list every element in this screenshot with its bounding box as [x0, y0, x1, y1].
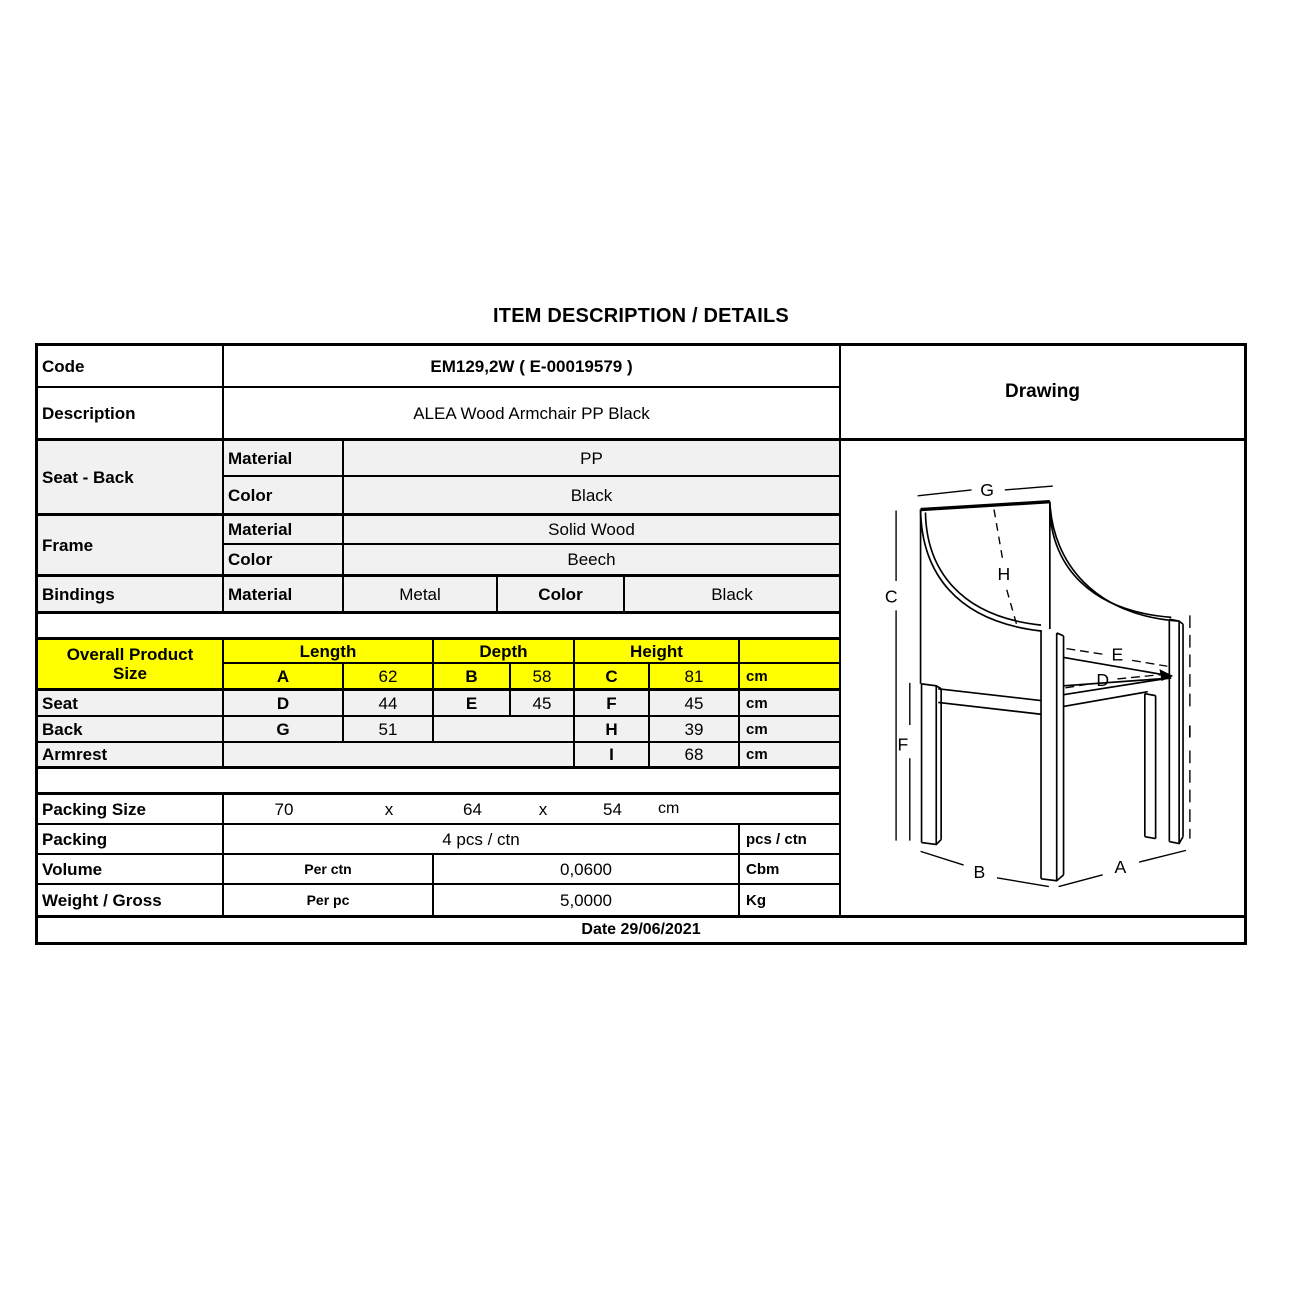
back-length-key: G	[224, 717, 344, 741]
dim-label-h: H	[997, 564, 1011, 585]
height-header: Height	[575, 640, 740, 664]
weight-row	[38, 885, 839, 915]
frame-material-value: Solid Wood	[344, 516, 839, 545]
drawing-header: Drawing	[841, 346, 1244, 441]
dim-label-g: G	[980, 479, 995, 500]
packing-size-sep1: x	[384, 799, 394, 819]
chair-front-right-post	[1169, 619, 1183, 843]
overall-product-line2: Size	[112, 664, 148, 683]
description-label: Description	[38, 388, 224, 438]
frame-material-key: Material	[224, 516, 344, 545]
back-size-row	[38, 717, 839, 743]
seat-back-section	[38, 441, 839, 516]
overall-length-key: A	[224, 664, 344, 688]
spec-table-body	[38, 346, 1244, 915]
chair-right-armrest-outer	[1050, 502, 1179, 621]
dim-label-c: C	[884, 586, 898, 607]
overall-product-size-label	[38, 640, 224, 688]
frame-label: Frame	[38, 516, 224, 574]
seat-length-key: D	[224, 691, 344, 715]
length-header: Length	[224, 640, 434, 664]
seat-label: Seat	[38, 691, 224, 715]
chair-left-armrest-outer	[921, 510, 1041, 631]
chair-drawing	[841, 441, 1244, 915]
spec-columns	[38, 346, 841, 915]
seat-back-material-value: PP	[344, 441, 839, 477]
seat-unit: cm	[740, 691, 839, 715]
depth-header: Depth	[434, 640, 575, 664]
armrest-unit: cm	[740, 743, 839, 766]
back-unit: cm	[740, 717, 839, 741]
spacer-row-2	[38, 769, 839, 795]
chair-left-armrest-inner	[925, 512, 1041, 625]
volume-basis: Per ctn	[224, 855, 434, 883]
chair-back-left-leg	[922, 684, 942, 845]
overall-product-line1: Overall Product	[66, 645, 194, 664]
seat-size-row	[38, 691, 839, 717]
packing-unit: pcs / ctn	[746, 830, 807, 848]
back-height-key: H	[575, 717, 650, 741]
overall-length-value: 62	[344, 664, 434, 688]
weight-value: 5,0000	[434, 885, 740, 915]
packing-size-row	[38, 795, 839, 825]
seat-depth-key: E	[434, 691, 511, 715]
dim-label-e: E	[1111, 644, 1124, 665]
bindings-material-value: Metal	[344, 577, 498, 611]
seat-back-color-key: Color	[224, 477, 344, 513]
volume-unit: Cbm	[746, 860, 780, 878]
armrest-empty	[224, 743, 575, 766]
bindings-color-key: Color	[498, 577, 625, 611]
code-value: EM129,2W ( E-00019579 )	[430, 356, 633, 376]
packing-label: Packing	[38, 825, 224, 853]
weight-basis: Per pc	[224, 885, 434, 915]
overall-height-value: 81	[650, 664, 740, 688]
overall-unit: cm	[740, 664, 839, 688]
packing-value: 4 pcs / ctn	[224, 825, 740, 853]
packing-size-dim3: 54	[603, 799, 622, 819]
volume-value: 0,0600	[434, 855, 740, 883]
weight-label: Weight / Gross	[38, 885, 224, 915]
dim-label-a: A	[1114, 856, 1127, 877]
dim-label-d: D	[1096, 669, 1110, 690]
size-table-header	[38, 640, 839, 691]
seat-back-label: Seat - Back	[38, 441, 224, 513]
date-row	[38, 915, 1244, 942]
bindings-row	[38, 577, 839, 614]
packing-size-label: Packing Size	[38, 795, 224, 823]
back-label: Back	[38, 717, 224, 741]
armrest-height-value: 68	[650, 743, 740, 766]
date-text: Date 29/06/2021	[581, 921, 701, 938]
packing-size-dim1: 70	[274, 799, 294, 819]
dim-label-b: B	[973, 861, 986, 882]
code-row	[38, 346, 839, 388]
seat-height-value: 45	[650, 691, 740, 715]
frame-section	[38, 516, 839, 577]
packing-size-empty	[740, 795, 839, 823]
description-row	[38, 388, 839, 441]
chair-front-left-post	[1041, 630, 1064, 881]
code-label: Code	[38, 346, 224, 386]
chair-back-right-leg	[1145, 694, 1156, 839]
spacer-row	[38, 614, 839, 640]
frame-color-value: Beech	[344, 545, 839, 574]
overall-depth-value: 58	[511, 664, 575, 688]
armrest-label: Armrest	[38, 743, 224, 766]
drawing-column	[841, 346, 1244, 915]
overall-height-key: C	[575, 664, 650, 688]
size-header-empty	[740, 640, 839, 664]
armrest-size-row	[38, 743, 839, 769]
overall-depth-key: B	[434, 664, 511, 688]
chair-left-apron	[938, 689, 1041, 714]
seat-length-value: 44	[344, 691, 434, 715]
back-height-value: 39	[650, 717, 740, 741]
volume-label: Volume	[38, 855, 224, 883]
page-title: ITEM DESCRIPTION / DETAILS	[493, 305, 789, 327]
bindings-label: Bindings	[38, 577, 224, 611]
seat-depth-value: 45	[511, 691, 575, 715]
chair-back-top	[921, 502, 1050, 510]
frame-color-key: Color	[224, 545, 344, 574]
seat-back-color-value: Black	[344, 477, 839, 513]
weight-unit: Kg	[746, 891, 766, 909]
description-value: ALEA Wood Armchair PP Black	[413, 403, 650, 423]
armrest-height-key: I	[575, 743, 650, 766]
packing-size-dim2: 64	[463, 799, 482, 819]
dim-label-i: I	[1187, 721, 1193, 742]
packing-row	[38, 825, 839, 855]
bindings-material-key: Material	[224, 577, 344, 611]
bindings-color-value: Black	[625, 577, 839, 611]
dimension-lines	[896, 486, 1193, 887]
chair-outline	[921, 502, 1183, 881]
back-depth-empty	[434, 717, 575, 741]
seat-height-key: F	[575, 691, 650, 715]
seat-back-material-key: Material	[224, 441, 344, 477]
chair-drawing-svg	[841, 441, 1244, 915]
dim-label-f: F	[897, 734, 909, 755]
spec-table	[35, 343, 1247, 945]
packing-size-unit: cm	[658, 800, 680, 817]
packing-size-sep2: x	[538, 799, 548, 819]
volume-row	[38, 855, 839, 885]
back-length-value: 51	[344, 717, 434, 741]
